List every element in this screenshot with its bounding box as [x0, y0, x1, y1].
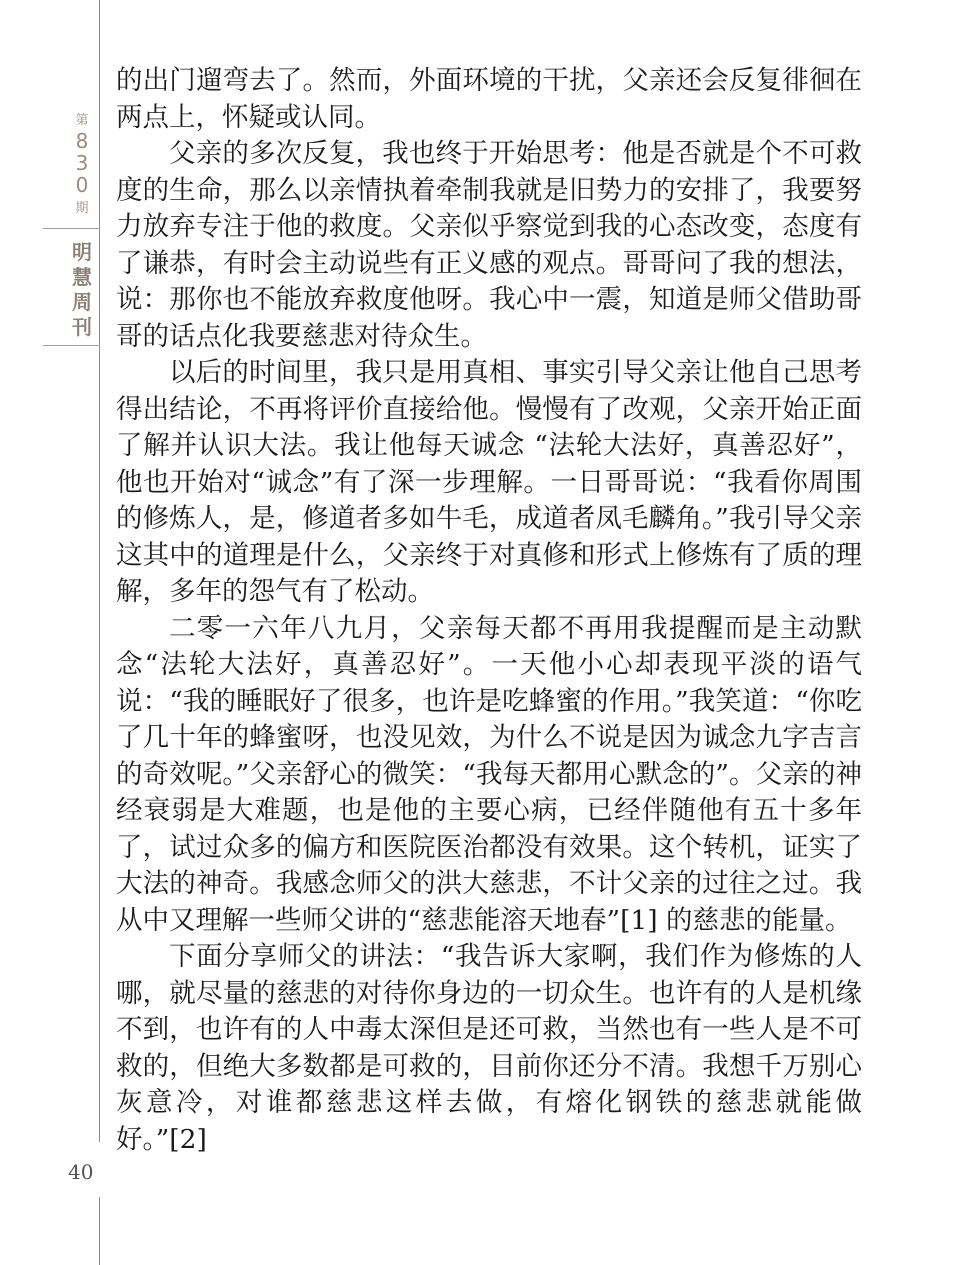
- masthead-title: [62, 240, 102, 340]
- issue-prefix: 第: [75, 113, 89, 128]
- paragraph: 以后的时间里，我只是用真相、事实引导父亲让他自己思考得出结论，不再将评价直接给他。慢慢有了改观，父亲开始正面了解并认识大法。我让他每天诚念 “法轮大法好，真善忍好”，他也开始对“诚念”有了深一步理解。一日哥哥说：“我看你周围的修炼人，是，修道者多如牛毛，成道者凤毛麟角。”我引导父亲这其中的道理是什么，父亲终于对真修和形式上修炼有了质的理解，多年的怨气有了松动。: [116, 357, 862, 607]
- paragraph: 二零一六年八九月，父亲每天都不再用我提醒而是主动默念“法轮大法好，真善忍好”。一天他小心却表现平淡的语气说：“我的睡眠好了很多，也许是吃蜂蜜的作用。”我笑道：“你吃了几十年的蜂蜜呀，也没见效，为什么不说是因为诚念九字吉言的奇效呢。”父亲舒心的微笑：“我每天都用心默念的”。父亲的神经衰弱是大难题，也是他的主要心病，已经伴随他有五十多年了，试过众多的偏方和医院医治都没有效果。这个转机，证实了大法的神奇。我感念师父的洪大慈悲，不计父亲的过往之过。我从中又理解一些师父讲的“慈悲能溶天地春”[1] 的慈悲的能量。: [116, 612, 862, 936]
- sidebar-divider: [43, 228, 100, 229]
- sidebar-divider: [43, 345, 100, 346]
- masthead-char: 刊: [72, 315, 92, 339]
- page-number: 40: [68, 1160, 94, 1184]
- masthead-char: 慧: [72, 265, 92, 289]
- article-body: [116, 63, 862, 1158]
- issue-digit: 8: [75, 129, 89, 153]
- issue-number: [62, 112, 102, 218]
- masthead-char: 周: [72, 290, 92, 314]
- paragraph: 下面分享师父的讲法：“我告诉大家啊，我们作为修炼的人哪，就尽量的慈悲的对待你身边的一切众生。也许有的人是机缘不到，也许有的人中毒太深但是还可救，当然也有一些人是不可救的，但绝大多数都是可救的，目前你还分不清。我想千万别心灰意冷，对谁都慈悲这样去做，有熔化钢铁的慈悲就能做好。”[2]: [116, 941, 862, 1155]
- margin-rule-bottom: [99, 1197, 100, 1265]
- masthead-char: 明: [72, 240, 92, 264]
- issue-suffix: 期: [75, 201, 89, 216]
- issue-digit: 3: [75, 151, 89, 175]
- issue-digit: 0: [75, 173, 89, 197]
- paragraph: 父亲的多次反复，我也终于开始思考：他是否就是个不可救度的生命，那么以亲情执着牵制我就是旧势力的安排了，我要努力放弃专注于他的救度。父亲似乎察觉到我的心态改变，态度有了谦恭，有时会主动说些有正义感的观点。哥哥问了我的想法，说：那你也不能放弃救度他呀。我心中一震，知道是师父借助哥哥的话点化我要慈悲对待众生。: [116, 138, 862, 352]
- paragraph: 的出门遛弯去了。然而，外面环境的干扰，父亲还会反复徘徊在两点上，怀疑或认同。: [116, 65, 862, 133]
